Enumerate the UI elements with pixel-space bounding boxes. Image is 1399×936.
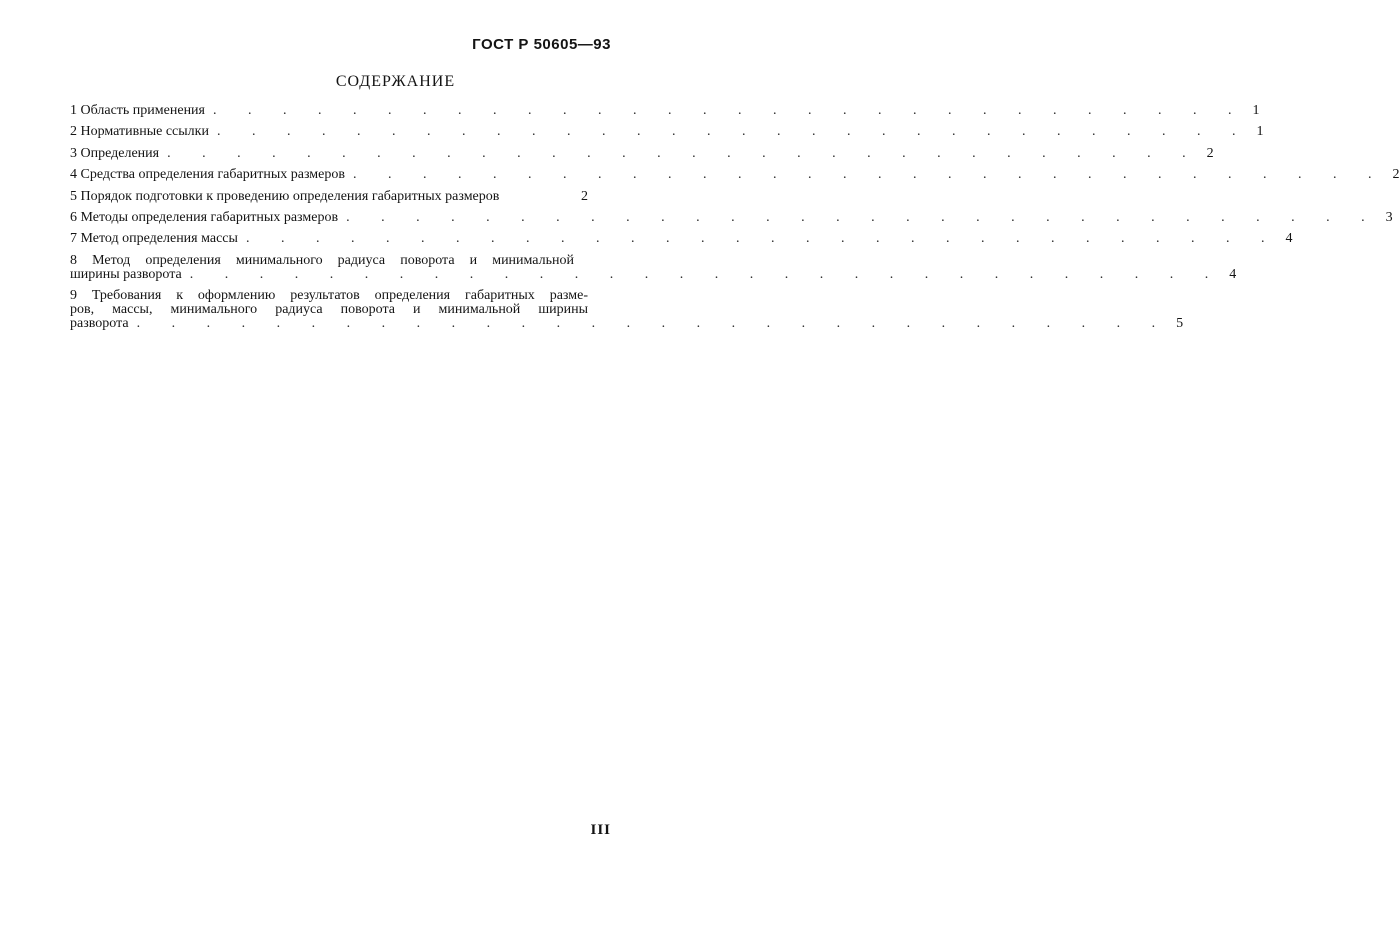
toc-entry-1[interactable] xyxy=(70,103,1260,118)
toc-entry-label: 7 Метод определения массы xyxy=(70,231,238,247)
toc-entry-label: 4 Средства определения габаритных размеров xyxy=(70,167,345,183)
toc-entry-4[interactable] xyxy=(70,167,1399,183)
page-number: III xyxy=(590,822,611,838)
toc-entry-3[interactable] xyxy=(70,145,1214,161)
toc-entry-line: ров, массы, минимального радиуса поворота и минимальной ширины xyxy=(70,302,588,318)
toc-entry-6[interactable] xyxy=(70,209,1393,225)
toc-entry-page: 1 xyxy=(1252,103,1260,118)
toc-entry-page: 2 xyxy=(1206,145,1214,161)
toc-entry-label: 2 Нормативные ссылки xyxy=(70,124,209,140)
toc-entry-label: 3 Определения xyxy=(70,145,160,161)
toc-entry-label: 1 Область применения xyxy=(70,103,205,118)
dot-leader: . . . . . . . . . . . . . . . . . . . . . . . . . . . . . . xyxy=(167,145,1200,161)
toc-entry-label: 6 Методы определения габаритных размеров xyxy=(70,209,339,225)
toc-title: СОДЕРЖАНИЕ xyxy=(335,73,456,90)
toc-entry-8[interactable] xyxy=(70,252,1237,282)
dot-leader: . . . . . . . . . . . . . . . . . . . . . . . . . . . . . . xyxy=(216,124,1250,140)
toc-entry-line: 9 Требования к оформлению результатов определения габаритных разме- xyxy=(70,288,588,304)
toc-entry-9[interactable] xyxy=(70,288,1184,332)
toc-entry-page: 2 xyxy=(1392,167,1399,183)
dot-leader: . . . . . . . . . . . . . . . . . . . . . . . . . . . . . . xyxy=(189,266,1223,282)
toc-entry-page: 2 xyxy=(581,188,588,204)
toc-entry-line: ширины разворота xyxy=(70,266,182,282)
dot-leader: . . . . . . . . . . . . . . . . . . . . . . . . . . . . . . xyxy=(245,231,1279,247)
toc-entry-line: 8 Метод определения минимального радиуса поворота и минимальной xyxy=(70,252,574,268)
toc-entry-page: 4 xyxy=(1285,231,1293,247)
dot-leader: . . . . . . . . . . . . . . . . . . . . . . . . . . . . . . xyxy=(346,209,1379,225)
toc-entry-7[interactable] xyxy=(70,231,1293,247)
toc-entry-2[interactable] xyxy=(70,124,1264,140)
document-code: ГОСТ Р 50605—93 xyxy=(472,36,611,53)
dot-leader: . . . . . . . . . . . . . . . . . . . . . . . . . . . . . . xyxy=(213,103,1246,118)
table-of-contents xyxy=(70,103,1399,339)
toc-entry-page: 4 xyxy=(1229,266,1237,282)
toc-entry-line: разворота xyxy=(70,316,129,332)
toc-entry-page: 3 xyxy=(1385,209,1393,225)
toc-entry-label: 5 Порядок подготовки к проведению определения габаритных размеров xyxy=(70,188,500,204)
dot-leader: . . . . . . . . . . . . . . . . . . . . . . . . . . . . . . xyxy=(352,167,1386,183)
toc-entry-page: 1 xyxy=(1256,124,1264,140)
toc-entry-5[interactable] xyxy=(70,190,588,204)
dot-leader: . . . . . . . . . . . . . . . . . . . . . . . . . . . . . . xyxy=(136,316,1170,332)
toc-entry-page: 5 xyxy=(1176,316,1184,332)
